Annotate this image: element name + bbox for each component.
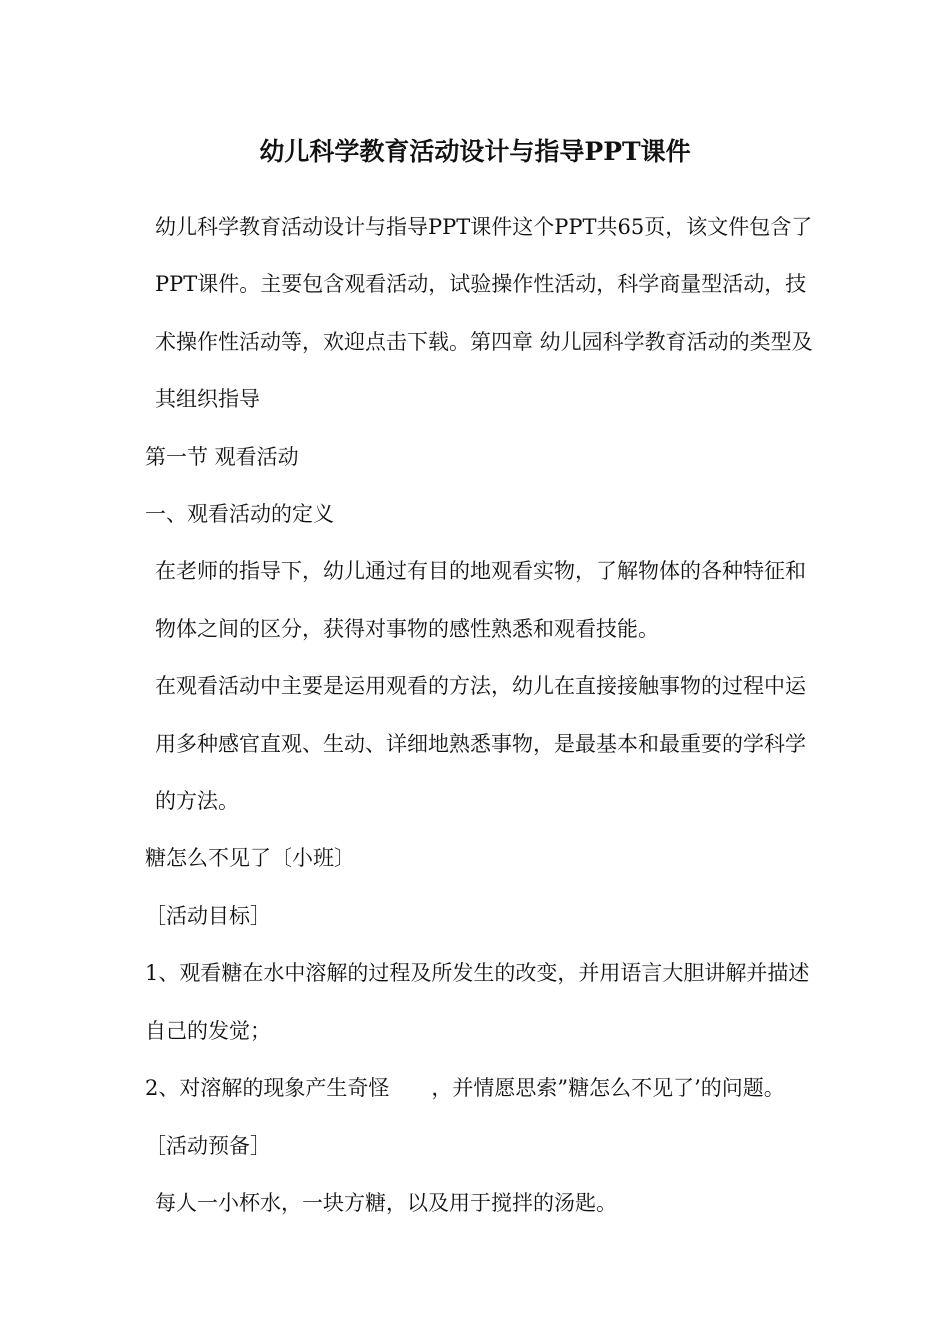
activity-preparation-heading: ［活动预备］	[145, 1133, 271, 1158]
document-body	[145, 199, 815, 1232]
goal-item-2: 2、对溶解的现象产生奇怪 ，并情愿思索”糖怎么不见了’的问题。	[145, 1076, 785, 1101]
intro-paragraph: 幼儿科学教育活动设计与指导PPT课件这个PPT共65页，该文件包含了PPT课件。主要包含观看活动，试验操作性活动，科学商量型活动，技术操作性活动等，欢迎点击下载。第四章 幼儿园科学教育活动的类型及其组织指导	[155, 215, 813, 412]
subsection-heading: 一、观看活动的定义	[145, 502, 334, 527]
goal-item-1: 1、观看糖在水中溶解的过程及所发生的改变，并用语言大胆讲解并描述自己的发觉；	[145, 961, 810, 1043]
page-title: 幼儿科学教育活动设计与指导PPT课件	[259, 137, 691, 166]
definition-paragraph: 在老师的指导下，幼儿通过有目的地观看实物，了解物体的各种特征和物体之间的区分，获得对事物的感性熟悉和观看技能。	[155, 559, 806, 641]
preparation-paragraph: 每人一小杯水，一块方糖，以及用于搅拌的汤匙。	[155, 1190, 617, 1215]
activity-title: 糖怎么不见了〔小班〕	[145, 846, 355, 871]
section-heading: 第一节 观看活动	[145, 444, 299, 469]
activity-goals-heading: ［活动目标］	[145, 903, 271, 928]
method-paragraph: 在观看活动中主要是运用观看的方法，幼儿在直接接触事物的过程中运用多种感官直观、生动、详细地熟悉事物，是最基本和最重要的学科学的方法。	[155, 674, 806, 814]
